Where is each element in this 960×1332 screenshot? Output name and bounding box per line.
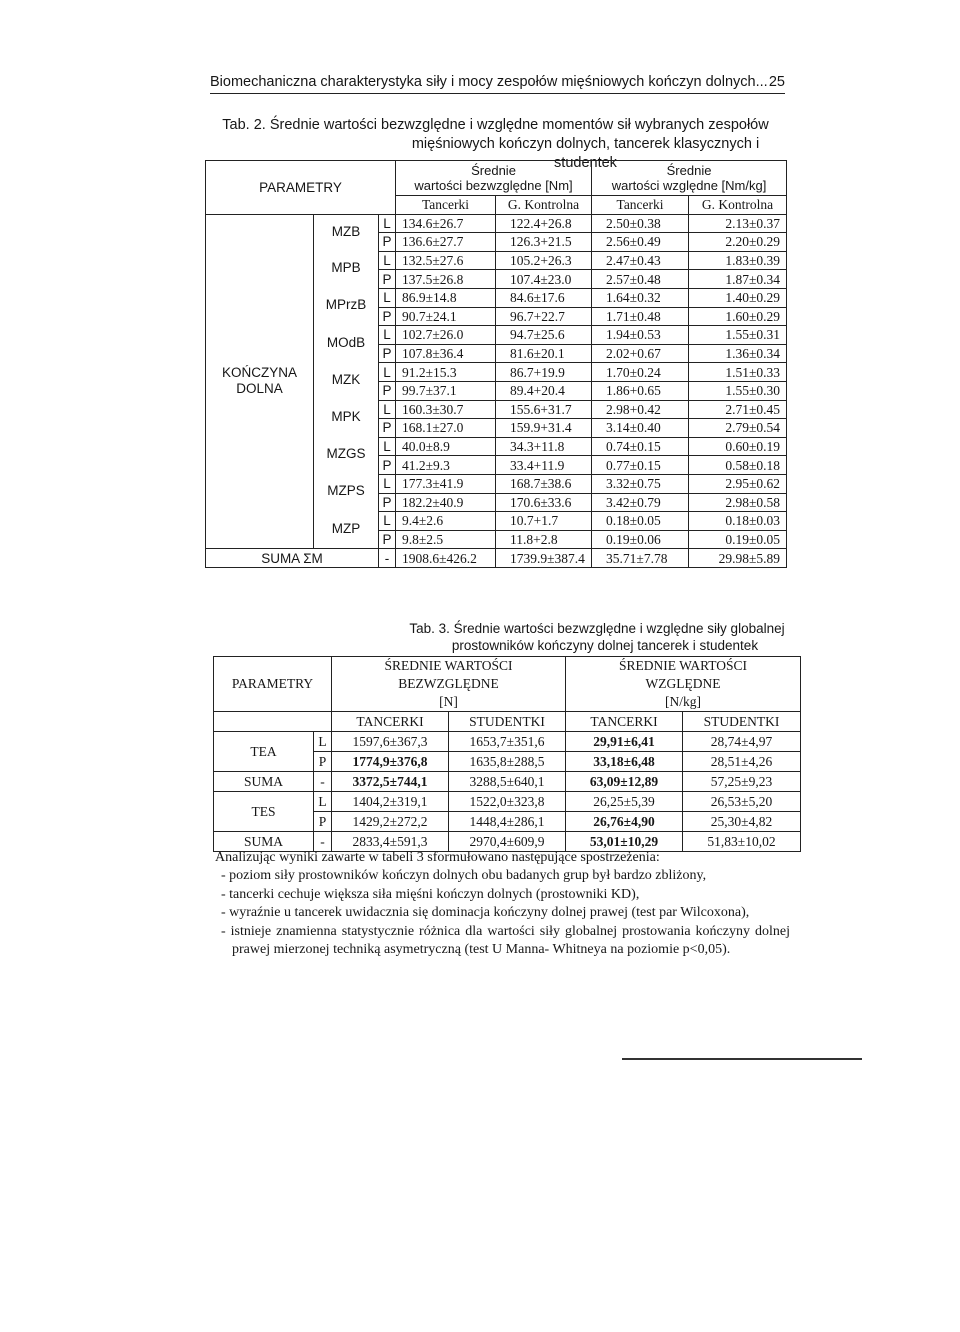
table2-value-cell: 168.1±27.0 (396, 419, 496, 438)
table2-value-cell: 0.19±0.05 (689, 530, 787, 549)
table2-sub-header: G. Kontrolna (689, 196, 787, 215)
table3-caption (392, 620, 802, 654)
table2-value-cell: 81.6±20.1 (496, 344, 592, 363)
table2-value-cell: 1.40±0.29 (689, 288, 787, 307)
table3-sub-header: TANCERKI (332, 712, 449, 732)
table-row (214, 792, 801, 812)
analysis-intro: Analizując wyniki zawarte w tabeli 3 sformułowano następujące spostrzeżenia: (215, 850, 660, 865)
table3-value-cell: 1404,2±319,1 (332, 792, 449, 812)
table2-value-cell: 126.3+21.5 (496, 233, 592, 252)
table2-abs-header-line1: Średnie (471, 163, 516, 178)
table2-abs-header (396, 161, 592, 196)
table-row (214, 732, 801, 752)
table2-value-cell: 1.55±0.30 (689, 381, 787, 400)
table3-abs-header-line2: BEZWZGLĘDNE (398, 676, 499, 691)
table2-side-cell: L (379, 251, 396, 270)
table2-param-label: MZPS (314, 474, 379, 511)
table2-value-cell: 29.98±5.89 (689, 549, 787, 568)
table2-side-cell: L (379, 474, 396, 493)
table2-side-cell: P (379, 233, 396, 252)
table2-value-cell: 10.7+1.7 (496, 512, 592, 531)
table2-rel-header (592, 161, 787, 196)
table2-group-label-line2: DOLNA (236, 381, 283, 397)
table2-value-cell: 155.6+31.7 (496, 400, 592, 419)
table3-value-cell: 51,83±10,02 (683, 832, 801, 852)
table2-value-cell: 134.6±26.7 (396, 214, 496, 233)
table2-value-cell: 3.42±0.79 (592, 493, 689, 512)
table3-parametry-header: PARAMETRY (214, 657, 332, 712)
analysis-item: - istnieje znamienna statystycznie różnica dla wartości siły globalnej prostowania kończyny dolnej prawej mierzonej techniką asymetryczną (test U Manna- Whitneya na poziomie p<0,05). (221, 923, 790, 958)
table2-value-cell: 136.6±27.7 (396, 233, 496, 252)
table2-parametry-header: PARAMETRY (206, 161, 396, 215)
table3-side-cell: L (314, 792, 332, 812)
table3-sub-header: TANCERKI (566, 712, 683, 732)
table2-value-cell: 2.50±0.38 (592, 214, 689, 233)
table3-side-cell: - (314, 772, 332, 792)
table2-value-cell: 96.7+22.7 (496, 307, 592, 326)
table2-value-cell: 2.57±0.48 (592, 270, 689, 289)
analysis-item: - wyraźnie u tancerek uwidacznia się dominacja kończyny dolnej prawej (test par Wilcoxona), (221, 905, 750, 921)
table2-value-cell: 86.9±14.8 (396, 288, 496, 307)
table2-value-cell: 33.4+11.9 (496, 456, 592, 475)
table2-side-cell: P (379, 381, 396, 400)
table3-value-cell: 1774,9±376,8 (332, 752, 449, 772)
table2-value-cell: 105.2+26.3 (496, 251, 592, 270)
table2-value-cell: 3.32±0.75 (592, 474, 689, 493)
table2 (205, 160, 787, 568)
table2-param-label: MPB (314, 251, 379, 288)
table2-sub-header: G. Kontrolna (496, 196, 592, 215)
table2-side-cell: - (379, 549, 396, 568)
table2-rel-header-line1: Średnie (666, 163, 712, 178)
table2-value-cell: 1.55±0.31 (689, 326, 787, 345)
table3-caption-line1: Tab. 3. Średnie wartości bezwzględne i względne siły globalnej (409, 621, 785, 636)
table3-side-cell: L (314, 732, 332, 752)
table3-value-cell: 29,91±6,41 (566, 732, 683, 752)
table3-rel-header-line3: [N/kg] (665, 694, 701, 709)
table3-param-label: SUMA (214, 772, 314, 792)
table3-side-cell: - (314, 832, 332, 852)
table2-value-cell: 137.5±26.8 (396, 270, 496, 289)
table3-param-label: SUMA (214, 832, 314, 852)
table2-group-label-line1: KOŃCZYNA (221, 365, 297, 381)
table2-value-cell: 40.0±8.9 (396, 437, 496, 456)
table2-value-cell: 1.60±0.29 (689, 307, 787, 326)
table3-value-cell: 2970,4±609,9 (449, 832, 566, 852)
table2-value-cell: 1908.6±426.2 (396, 549, 496, 568)
table3-rel-header-line2: WZGLĘDNE (645, 676, 721, 691)
table2-value-cell: 170.6±33.6 (496, 493, 592, 512)
table2-sub-header: Tancerki (592, 196, 689, 215)
table3-empty-cell (214, 712, 332, 732)
table2-value-cell: 2.98±0.58 (689, 493, 787, 512)
table3-value-cell: 1522,0±323,8 (449, 792, 566, 812)
table2-abs-header-line2: wartości bezwzględne [Nm] (414, 178, 573, 193)
table2-side-cell: P (379, 493, 396, 512)
table2-side-cell: L (379, 326, 396, 345)
table2-value-cell: 35.71±7.78 (592, 549, 689, 568)
bottom-rule (622, 1058, 862, 1060)
table3-side-cell: P (314, 812, 332, 832)
table2-param-label: MPK (314, 400, 379, 437)
table2-value-cell: 2.56±0.49 (592, 233, 689, 252)
table2-value-cell: 168.7±38.6 (496, 474, 592, 493)
table2-suma-label: SUMA ΣM (206, 549, 379, 568)
running-head-title: Biomechaniczna charakterystyka siły i mocy zespołów mięśniowych kończyn dolnych... (210, 74, 768, 90)
table2-side-cell: P (379, 419, 396, 438)
table2-side-cell: P (379, 307, 396, 326)
table3-abs-header-line3: [N] (439, 694, 458, 709)
table2-value-cell: 1.36±0.34 (689, 344, 787, 363)
page-number: 25 (768, 74, 785, 90)
table2-value-cell: 132.5±27.6 (396, 251, 496, 270)
table2-value-cell: 2.13±0.37 (689, 214, 787, 233)
table3-rel-header (566, 657, 801, 712)
table3-abs-header-line1: ŚREDNIE WARTOŚCI (384, 658, 513, 673)
table2-value-cell: 34.3+11.8 (496, 437, 592, 456)
table3-param-label: TEA (214, 732, 314, 772)
table2-value-cell: 89.4+20.4 (496, 381, 592, 400)
table2-side-cell: L (379, 363, 396, 382)
table2-side-cell: P (379, 270, 396, 289)
table2-param-label: MZB (314, 214, 379, 251)
table3-side-cell: P (314, 752, 332, 772)
table2-value-cell: 2.95±0.62 (689, 474, 787, 493)
table2-value-cell: 0.58±0.18 (689, 456, 787, 475)
table3-caption-line2: prostowników kończyny dolnej tancerek i studentek (451, 638, 759, 653)
running-head (210, 74, 785, 94)
table3-abs-header (332, 657, 566, 712)
table3-sub-header: STUDENTKI (683, 712, 801, 732)
table2-caption-line1: Tab. 2. Średnie wartości bezwzględne i względne momentów sił wybranych zespołów (222, 117, 769, 133)
table3-value-cell: 26,76±4,90 (566, 812, 683, 832)
table2-param-label: MZGS (314, 437, 379, 474)
table3-param-label: TES (214, 792, 314, 832)
table2-param-label: MOdB (314, 326, 379, 363)
table3-rel-header-line1: ŚREDNIE WARTOŚCI (618, 658, 748, 673)
table3-value-cell: 25,30±4,82 (683, 812, 801, 832)
table2-body (206, 161, 787, 568)
table3-value-cell: 1635,8±288,5 (449, 752, 566, 772)
table2-side-cell: L (379, 214, 396, 233)
table2-value-cell: 2.98+0.42 (592, 400, 689, 419)
table2-value-cell: 0.77±0.15 (592, 456, 689, 475)
table2-value-cell: 2.20±0.29 (689, 233, 787, 252)
table2-param-label: MZP (314, 512, 379, 549)
table-row (206, 214, 787, 233)
table2-value-cell: 159.9+31.4 (496, 419, 592, 438)
table2-value-cell: 99.7±37.1 (396, 381, 496, 400)
table2-value-cell: 1.71±0.48 (592, 307, 689, 326)
table2-value-cell: 2.71±0.45 (689, 400, 787, 419)
table-row (214, 772, 801, 792)
table2-side-cell: L (379, 437, 396, 456)
table3-subheader-row (214, 712, 801, 732)
table2-side-cell: P (379, 530, 396, 549)
table2-value-cell: 11.8+2.8 (496, 530, 592, 549)
table2-value-cell: 2.47±0.43 (592, 251, 689, 270)
table2-value-cell: 2.02+0.67 (592, 344, 689, 363)
table2-value-cell: 3.14±0.40 (592, 419, 689, 438)
table2-value-cell: 177.3±41.9 (396, 474, 496, 493)
table2-value-cell: 1.86+0.65 (592, 381, 689, 400)
table2-side-cell: L (379, 288, 396, 307)
table2-value-cell: 41.2±9.3 (396, 456, 496, 475)
table2-value-cell: 1.87±0.34 (689, 270, 787, 289)
table2-value-cell: 122.4+26.8 (496, 214, 592, 233)
table2-value-cell: 91.2±15.3 (396, 363, 496, 382)
table2-value-cell: 0.60±0.19 (689, 437, 787, 456)
table3-value-cell: 1653,7±351,6 (449, 732, 566, 752)
table3-value-cell: 33,18±6,48 (566, 752, 683, 772)
table3-value-cell: 1448,4±286,1 (449, 812, 566, 832)
table3-value-cell: 63,09±12,89 (566, 772, 683, 792)
table2-value-cell: 0.18±0.05 (592, 512, 689, 531)
table2-value-cell: 2.79±0.54 (689, 419, 787, 438)
table3 (213, 656, 801, 852)
table2-value-cell: 1.94±0.53 (592, 326, 689, 345)
table3-value-cell: 3372,5±744,1 (332, 772, 449, 792)
table2-value-cell: 84.6±17.6 (496, 288, 592, 307)
table2-side-cell: L (379, 400, 396, 419)
table3-sub-header: STUDENTKI (449, 712, 566, 732)
table2-rel-header-line2: wartości względne [Nm/kg] (611, 178, 767, 193)
table2-value-cell: 9.4±2.6 (396, 512, 496, 531)
table2-value-cell: 102.7±26.0 (396, 326, 496, 345)
table2-value-cell: 107.4±23.0 (496, 270, 592, 289)
table3-header-row (214, 657, 801, 712)
table3-value-cell: 3288,5±640,1 (449, 772, 566, 792)
table3-body (214, 657, 801, 852)
table3-value-cell: 28,51±4,26 (683, 752, 801, 772)
table2-param-label: MZK (314, 363, 379, 400)
table2-param-label: MPrzB (314, 288, 379, 325)
table2-value-cell: 0.19±0.06 (592, 530, 689, 549)
table2-value-cell: 182.2±40.9 (396, 493, 496, 512)
table2-value-cell: 1739.9±387.4 (496, 549, 592, 568)
table2-value-cell: 86.7+19.9 (496, 363, 592, 382)
table3-value-cell: 2833,4±591,3 (332, 832, 449, 852)
table2-value-cell: 107.8±36.4 (396, 344, 496, 363)
table3-value-cell: 53,01±10,29 (566, 832, 683, 852)
analysis-item: - tancerki cechuje większa siła mięśni kończyn dolnych (prostowniki KD), (221, 886, 640, 902)
table2-sub-header: Tancerki (396, 196, 496, 215)
table3-value-cell: 57,25±9,23 (683, 772, 801, 792)
table2-value-cell: 9.8±2.5 (396, 530, 496, 549)
table2-value-cell: 1.51±0.33 (689, 363, 787, 382)
table2-value-cell: 90.7±24.1 (396, 307, 496, 326)
table2-value-cell: 0.18±0.03 (689, 512, 787, 531)
table2-caption-line2: mięśniowych kończyn dolnych, tancerek klasycznych i studentek (411, 136, 760, 171)
table2-side-cell: P (379, 344, 396, 363)
table3-value-cell: 26,53±5,20 (683, 792, 801, 812)
table2-side-cell: L (379, 512, 396, 531)
table2-value-cell: 1.64±0.32 (592, 288, 689, 307)
table2-value-cell: 94.7±25.6 (496, 326, 592, 345)
table2-group-label (206, 214, 314, 549)
table2-value-cell: 160.3±30.7 (396, 400, 496, 419)
table2-side-cell: P (379, 456, 396, 475)
table3-value-cell: 26,25±5,39 (566, 792, 683, 812)
table2-header-row (206, 161, 787, 196)
table3-value-cell: 28,74±4,97 (683, 732, 801, 752)
table2-value-cell: 1.70±0.24 (592, 363, 689, 382)
analysis-text (215, 849, 790, 959)
table3-value-cell: 1597,6±367,3 (332, 732, 449, 752)
table2-suma-row (206, 549, 787, 568)
table3-value-cell: 1429,2±272,2 (332, 812, 449, 832)
analysis-item: - poziom siły prostowników kończyn dolnych obu badanych grup był bardzo zbliżony, (221, 868, 707, 884)
table2-value-cell: 0.74±0.15 (592, 437, 689, 456)
table2-value-cell: 1.83±0.39 (689, 251, 787, 270)
